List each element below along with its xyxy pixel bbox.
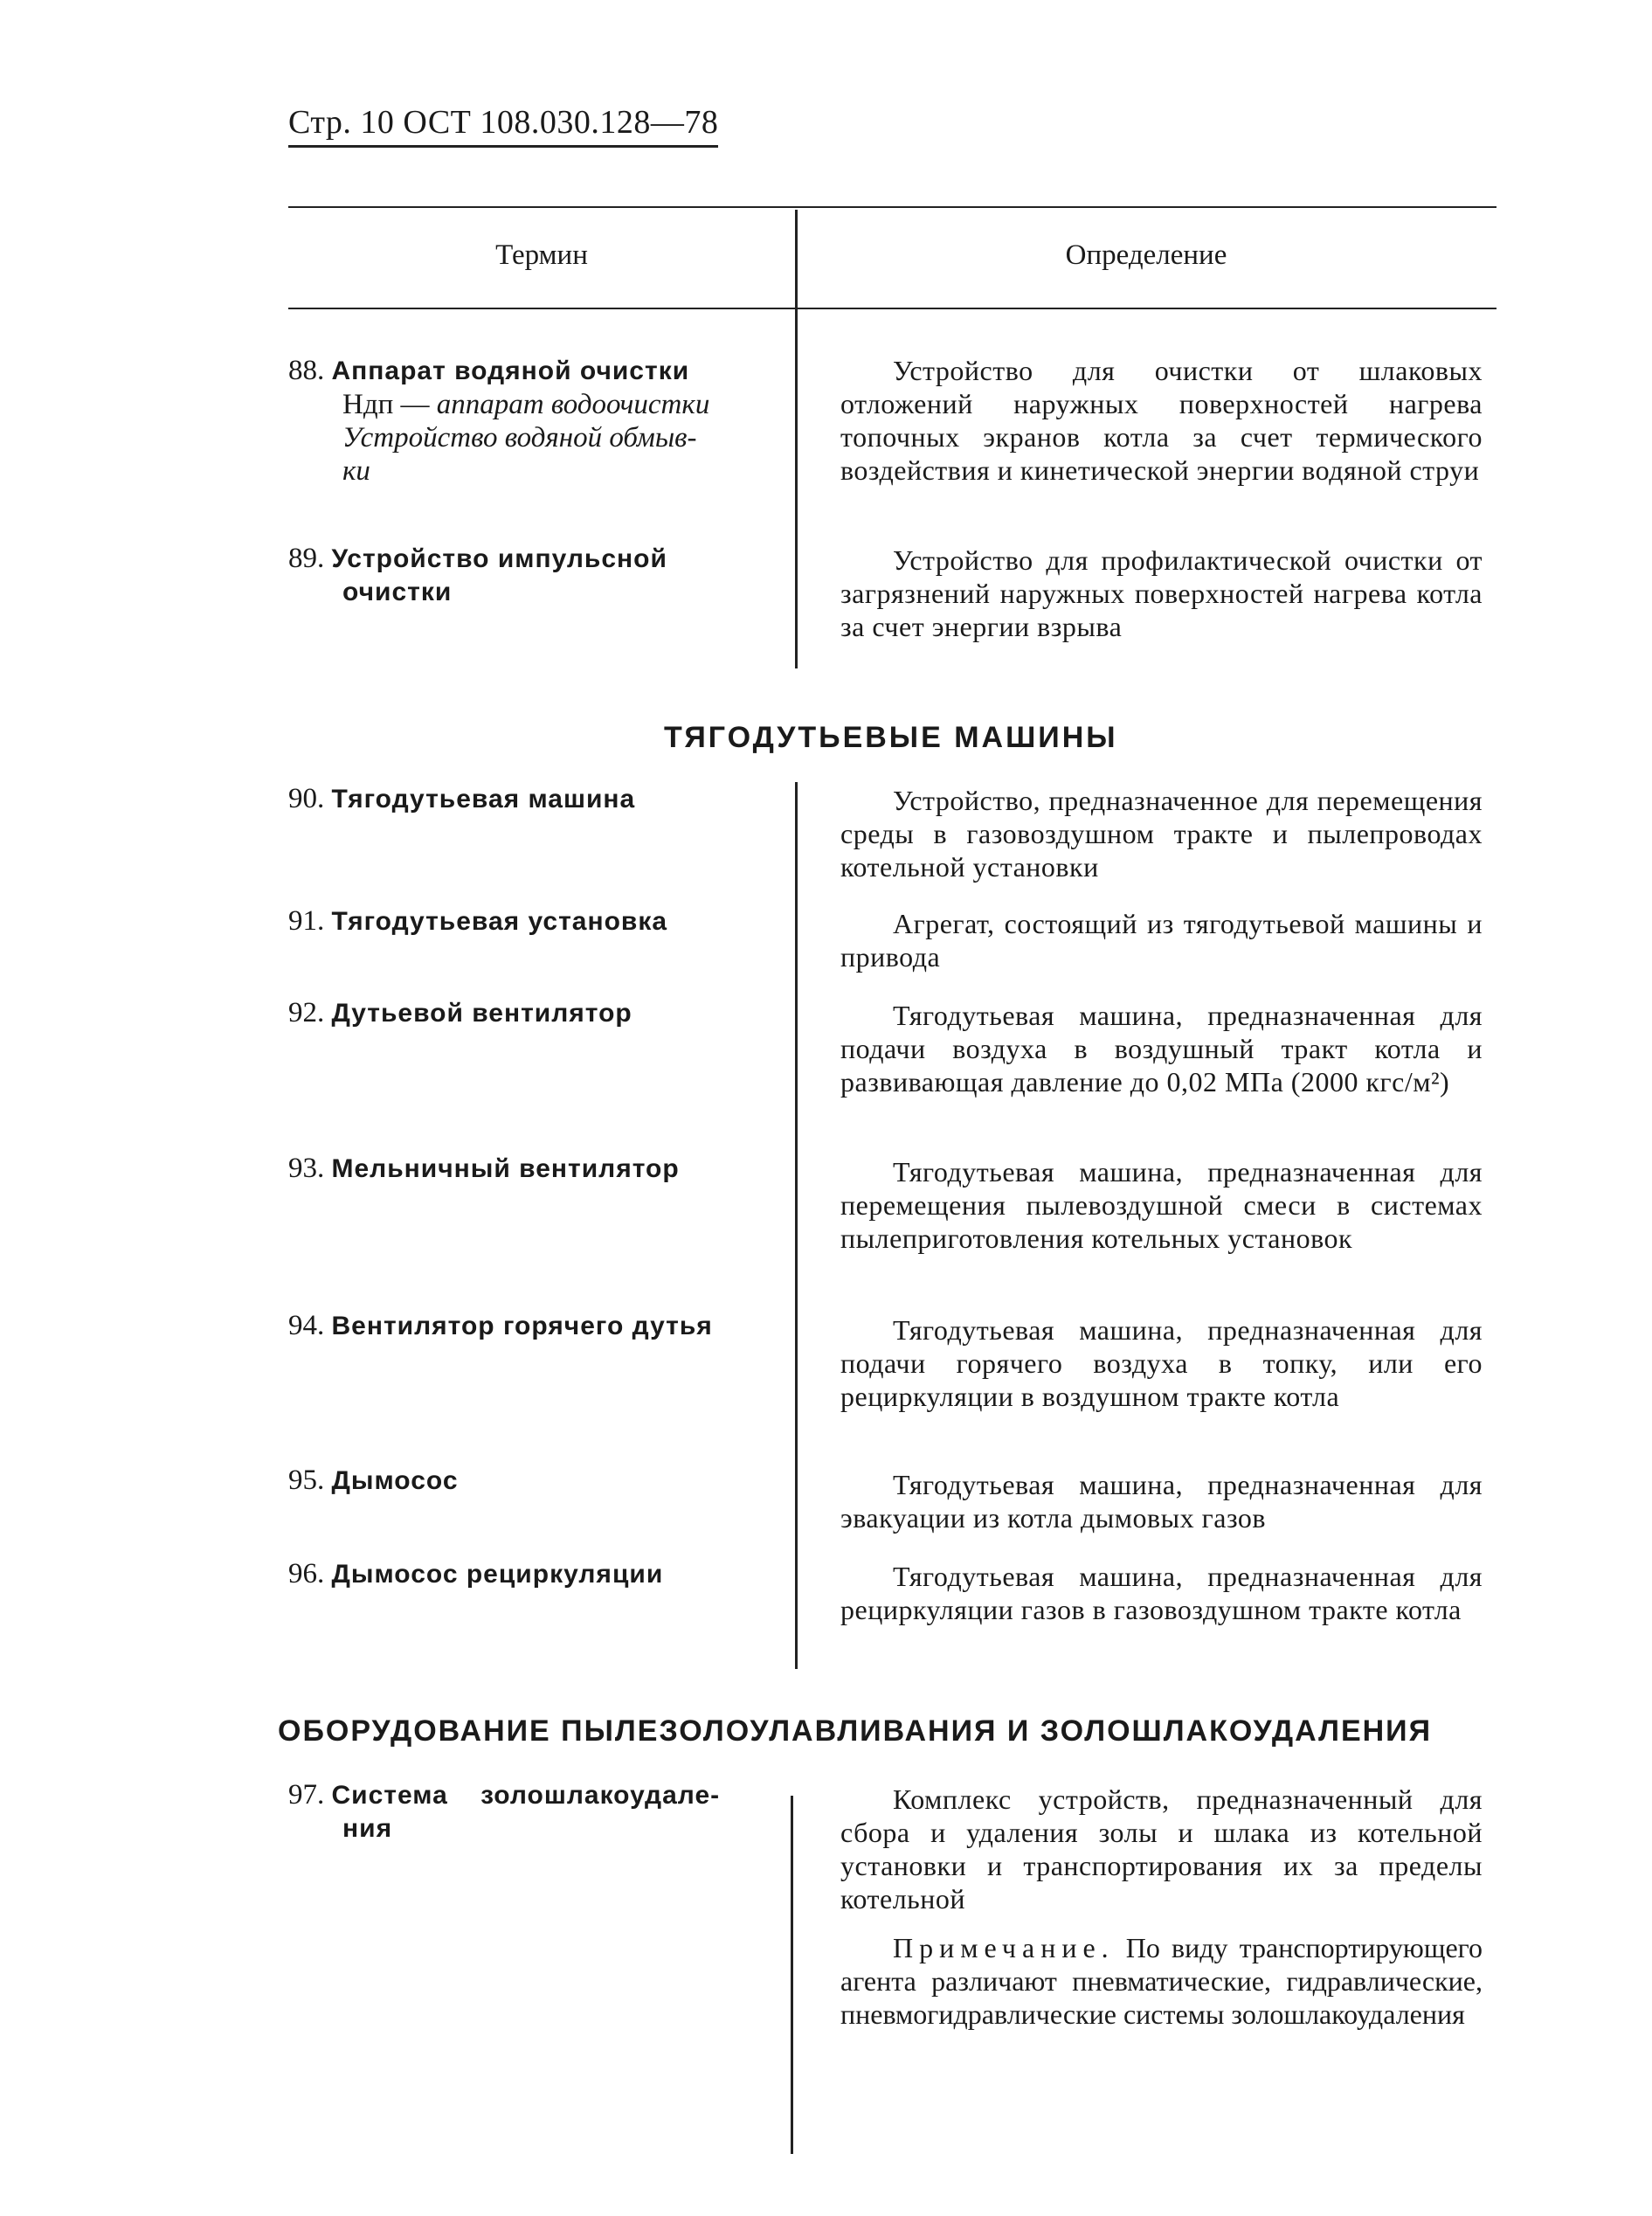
term-title: Устройство импульсной bbox=[331, 544, 667, 573]
term-title-continued: ния bbox=[342, 1814, 393, 1843]
term-number: 97. bbox=[288, 1779, 325, 1811]
definition-94 bbox=[840, 1313, 1483, 1413]
term-number: 88. bbox=[288, 355, 325, 386]
term-90 bbox=[288, 782, 778, 816]
table-divider-2 bbox=[795, 782, 798, 1669]
section-title-fans: ТЯГОДУТЬЕВЫЕ МАШИНЫ bbox=[664, 721, 1118, 754]
definition-91 bbox=[840, 907, 1483, 973]
term-number: 92. bbox=[288, 997, 325, 1028]
definition-89 bbox=[840, 544, 1483, 643]
definition-text: Тягодутьевая машина, предназначенная для рециркуляции газов в газовоздушном тракте котла bbox=[840, 1561, 1483, 1625]
definition-96 bbox=[840, 1560, 1483, 1626]
definition-text: Тягодутьевая машина, предназначенная для подачи воздуха в воздушный тракт котла и развивающая давление до 0,02 МПа (2000 кгс/м²) bbox=[840, 1000, 1483, 1098]
term-95 bbox=[288, 1464, 778, 1498]
term-94 bbox=[288, 1309, 778, 1343]
section-title-ash-removal: ОБОРУДОВАНИЕ ПЫЛЕЗОЛОУЛАВЛИВАНИЯ И ЗОЛОШЛАКОУДАЛЕНИЯ bbox=[278, 1714, 1433, 1748]
term-92 bbox=[288, 996, 778, 1030]
definition-88 bbox=[840, 354, 1483, 487]
definition-text: Устройство, предназначенное для перемещения среды в газовоздушном тракте и пылепроводах котельной установки bbox=[840, 785, 1483, 883]
definition-text: Устройство для профилактической очистки от загрязнений наружных поверхностей нагрева котла за счет энергии взрыва bbox=[840, 544, 1483, 642]
definition-text: Тягодутьевая машина, предназначенная для перемещения пылевоздушной смеси в системах пылеприготовления котельных установок bbox=[840, 1156, 1483, 1254]
term-title: Тягодутьевая установка bbox=[331, 907, 668, 936]
definition-text: Тягодутьевая машина, предназначенная для эвакуации из котла дымовых газов bbox=[840, 1469, 1483, 1534]
term-title: Мельничный вентилятор bbox=[331, 1154, 680, 1183]
definition-93 bbox=[840, 1155, 1483, 1255]
column-head-term: Термин bbox=[495, 239, 588, 271]
table-divider-1 bbox=[795, 210, 798, 668]
term-96 bbox=[288, 1557, 778, 1591]
term-title: Дымосос рециркуляции bbox=[331, 1560, 664, 1589]
definition-text: Тягодутьевая машина, предназначенная для подачи горячего воздуха в топку, или его рециркуляции в воздушном тракте котла bbox=[840, 1314, 1483, 1412]
table-divider-3 bbox=[791, 1796, 793, 2154]
term-title: Система золошлакоудале- bbox=[331, 1781, 721, 1810]
definition-90 bbox=[840, 784, 1483, 883]
term-title: Дымосос bbox=[331, 1466, 459, 1495]
term-title: Тягодутьевая машина bbox=[331, 785, 636, 814]
synonym-text: аппарат водоочистки bbox=[429, 389, 710, 420]
term-88 bbox=[288, 354, 778, 488]
note-97 bbox=[840, 1931, 1483, 2031]
term-number: 94. bbox=[288, 1310, 325, 1341]
term-number: 96. bbox=[288, 1558, 325, 1589]
term-number: 95. bbox=[288, 1465, 325, 1496]
table-head-rule bbox=[288, 308, 1496, 309]
term-title: Аппарат водяной очистки bbox=[331, 357, 690, 385]
term-number: 89. bbox=[288, 543, 325, 574]
term-title: Вентилятор горячего дутья bbox=[331, 1312, 713, 1340]
term-91 bbox=[288, 904, 778, 938]
definition-text: Комплекс устройств, предназначенный для сбора и удаления золы и шлака из котельной установки и транспортирования их за пределы котельной bbox=[840, 1783, 1483, 1915]
term-title-continued: очистки bbox=[342, 578, 453, 606]
ndp-label: Ндп — bbox=[342, 389, 430, 420]
note-label: Примечание. bbox=[893, 1932, 1115, 1963]
term-97 bbox=[288, 1778, 743, 1846]
term-93 bbox=[288, 1152, 778, 1186]
term-89 bbox=[288, 542, 778, 609]
note-text: По виду транспортирующего агента различают пневматические, гидравлические, пневмогидравлические системы золошлакоудаления bbox=[840, 1932, 1483, 2030]
definition-97 bbox=[840, 1783, 1483, 1915]
term-number: 90. bbox=[288, 783, 325, 814]
definition-text: Агрегат, состоящий из тягодутьевой машины и привода bbox=[840, 908, 1483, 973]
definition-text: Устройство для очистки от шлаковых отложений наружных поверхностей нагрева топочных экранов котла за счет термического воздействия и кинетической энергии водяной струи bbox=[840, 355, 1483, 486]
column-head-definition: Определение bbox=[1065, 239, 1227, 271]
term-number: 91. bbox=[288, 905, 325, 937]
term-title: Дутьевой вентилятор bbox=[331, 999, 632, 1028]
table-top-rule bbox=[288, 206, 1496, 208]
term-synonym-3: ки bbox=[342, 455, 370, 487]
term-synonym-2: Устройство водяной обмыв- bbox=[342, 422, 697, 454]
page-header: Стр. 10 ОСТ 108.030.128—78 bbox=[288, 103, 718, 148]
definition-92 bbox=[840, 999, 1483, 1098]
definition-95 bbox=[840, 1468, 1483, 1534]
term-synonym bbox=[288, 388, 778, 421]
term-number: 93. bbox=[288, 1153, 325, 1184]
